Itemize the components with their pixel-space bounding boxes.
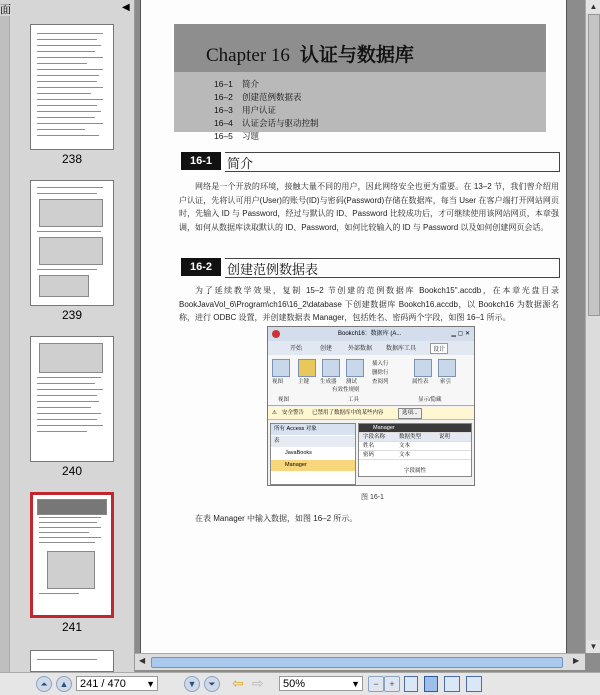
single-page-view-icon[interactable]: [404, 676, 418, 692]
bottom-toolbar: [0, 672, 600, 695]
chevron-down-icon[interactable]: ▼: [351, 679, 360, 689]
toc-num: 16–3: [214, 105, 233, 115]
zoom-value: 50%: [283, 678, 306, 690]
ribbon-group-label: 显示/隐藏: [418, 397, 442, 403]
thumbnail-image-active[interactable]: [30, 492, 114, 618]
access-tab: 外部数据: [348, 346, 373, 352]
ribbon-label: 视图: [272, 379, 284, 385]
thumbnail-label: 239: [61, 308, 83, 322]
view-icon: [272, 359, 290, 377]
property-sheet-icon: [414, 359, 432, 377]
chapter-banner: [174, 24, 546, 141]
previous-page-icon[interactable]: ▲: [56, 676, 72, 692]
toc-row: [214, 130, 319, 143]
warning-shield-icon: ⚠: [272, 410, 277, 416]
ribbon-label: 主键: [298, 379, 310, 385]
last-page-icon[interactable]: ⏷: [204, 676, 220, 692]
zoom-in-icon[interactable]: +: [384, 676, 400, 692]
thumbnail-image[interactable]: [30, 650, 114, 672]
grid-field-name: 密码: [363, 452, 375, 458]
toc-num: 16–5: [214, 131, 233, 141]
ribbon-group-label: 工具: [348, 397, 360, 403]
section-heading-frame: [225, 152, 560, 172]
thumbnail-image[interactable]: [30, 180, 114, 306]
window-controls-icon: ▁ ▢ ✕: [451, 331, 470, 337]
thumbnail-label: 240: [61, 464, 83, 478]
thumbnail-image[interactable]: [30, 336, 114, 462]
thumbnail-page-239[interactable]: [30, 180, 114, 322]
page-number-value: 241 / 470: [80, 678, 126, 690]
section-title: 简介: [227, 156, 254, 171]
table-tab-label: Manager: [373, 425, 395, 431]
document-view[interactable]: [135, 0, 585, 653]
security-warning-bar: [268, 407, 474, 420]
grid-field-type: 文本: [399, 452, 411, 458]
continuous-view-icon[interactable]: [424, 676, 438, 692]
nav-item-selected: Manager: [271, 460, 355, 471]
warning-label: 安全警告: [282, 410, 305, 416]
toc-text: 习题: [242, 131, 260, 141]
access-tab: 开始: [290, 346, 303, 352]
page-number-field[interactable]: [76, 676, 158, 691]
ribbon-label: 删除行: [372, 370, 389, 376]
grid-header: 说明: [439, 434, 451, 440]
thumbnail-label: 238: [61, 152, 83, 166]
toc-row: [214, 78, 319, 91]
ribbon-label: 插入行: [372, 361, 389, 367]
scroll-down-icon[interactable]: ▼: [586, 640, 600, 653]
access-title-bar: [268, 327, 474, 341]
next-page-icon[interactable]: ▼: [184, 676, 200, 692]
two-page-continuous-view-icon[interactable]: [466, 676, 482, 692]
warning-options-button: 选项...: [398, 408, 422, 419]
section-heading-16-1: [181, 152, 561, 172]
nav-item: JavaBooks: [285, 450, 312, 456]
chapter-toc: [214, 78, 319, 143]
ribbon-label: 生成器: [320, 379, 337, 385]
toc-row: [214, 91, 319, 104]
access-ribbon-tabs: [268, 341, 474, 355]
section-paragraph: 网络是一个开放的环境，接触大量不同的用户，因此网络安全也更为重要。在 13–2 节，我们曾介绍用户认证，先将认可用户(User)的账号(ID)与密码(Password)存储在数据库，每当 User 在客户端打开网站网页时，先输入 ID 与 Password，经过与默认的 ID、Password 比较成功后，才可继续使用该网站网页，本章强调，如何从数据库读取默认的 ID、Password，如何比较输入的 ID 与 Password 以及如何创建网页会话。: [179, 182, 559, 232]
chapter-title-en: Chapter 16: [206, 45, 290, 66]
ribbon-label: 测试: [346, 379, 358, 385]
ribbon-label: 索引: [440, 379, 452, 385]
thumbnail-page-242[interactable]: [30, 650, 114, 672]
access-tab: 创建: [320, 346, 333, 352]
toc-row: [214, 117, 319, 130]
first-page-icon[interactable]: ⏶: [36, 676, 52, 692]
figure-caption: 图 16-1: [361, 494, 384, 501]
thumbnail-page-240[interactable]: [30, 336, 114, 478]
book-page: [140, 0, 567, 653]
scroll-left-icon[interactable]: ◀: [139, 656, 146, 665]
access-app-icon: [272, 330, 280, 338]
access-screenshot-figure: [267, 326, 475, 486]
access-tab: 数据库工具: [386, 346, 417, 352]
thumbnail-label: 241: [61, 620, 83, 634]
ribbon-group-label: 视图: [278, 397, 290, 403]
grid-field-name: 姓名: [363, 443, 375, 449]
horizontal-scroll-thumb[interactable]: [151, 657, 563, 668]
nav-group: 表: [271, 436, 355, 447]
table-tab: [359, 424, 471, 433]
toc-num: 16–4: [214, 118, 233, 128]
toc-row: [214, 104, 319, 117]
section-title: 创建范例数据表: [227, 262, 319, 277]
scroll-right-icon[interactable]: ▶: [573, 656, 580, 665]
nav-pane-header: 所有 Access 对象: [271, 424, 355, 435]
grid-header: 数据类型: [399, 434, 422, 440]
sidebar-title: 面: [0, 4, 11, 16]
ribbon-label: 属性表: [412, 379, 429, 385]
toc-text: 认证会话与驱动控制: [242, 118, 319, 128]
key-icon: [298, 359, 316, 377]
thumbnail-page-238[interactable]: [30, 24, 114, 166]
access-tab-selected: 设计: [430, 343, 448, 354]
horizontal-scrollbar[interactable]: [135, 653, 585, 670]
grid-footer: 字段属性: [403, 468, 426, 474]
chapter-title: [206, 40, 414, 67]
zoom-field[interactable]: [279, 676, 363, 691]
sidebar-left-strip: [0, 16, 10, 672]
vertical-scrollbar[interactable]: [585, 0, 600, 653]
scroll-up-icon[interactable]: ▲: [586, 0, 600, 13]
grid-header: 字段名称: [363, 434, 386, 440]
sidebar-header: [0, 0, 134, 16]
index-icon: [438, 359, 456, 377]
toc-num: 16–2: [214, 92, 233, 102]
thumbnail-image[interactable]: [30, 24, 114, 150]
grid-header-row: [359, 433, 471, 442]
toc-text: 用户认证: [242, 105, 277, 115]
navigation-pane: [270, 423, 356, 485]
zoom-out-icon[interactable]: −: [368, 676, 384, 692]
two-page-view-icon[interactable]: [444, 676, 460, 692]
grid-row: [359, 442, 471, 451]
section-badge: 16-1: [181, 152, 221, 170]
chapter-title-cn: 认证与数据库: [299, 44, 414, 66]
back-arrow-icon[interactable]: ⇦: [232, 675, 244, 691]
table-design-grid: [358, 423, 472, 477]
section-heading-16-2: [181, 258, 561, 278]
builder-icon: [322, 359, 340, 377]
access-window-title: Bookch16：数据库 (A...: [338, 331, 402, 337]
collapse-left-icon[interactable]: ◀: [122, 2, 130, 13]
section-badge: 16-2: [181, 258, 221, 276]
section-paragraph: 为了延续教学效果，复制 15–2 节创建的范例数据库 Bookch15".accdb，在本章光盘目录 BookJavaVol_6\Program\ch16\16_2\database 下创建数据库 Bookch16.accdb，以 Bookch16 为数据源名称，进行 ODBC 设置，并创建数据表 Manager，包括姓名、密码两个字段，如图 16–1 所示。: [179, 286, 559, 322]
thumbnail-page-241[interactable]: [30, 492, 114, 634]
toc-num: 16–1: [214, 79, 233, 89]
chevron-down-icon[interactable]: ▼: [146, 679, 155, 689]
grid-field-type: 文本: [399, 443, 411, 449]
ribbon-label: 有效性规则: [332, 387, 360, 393]
access-ribbon: [268, 355, 474, 406]
after-figure-paragraph: 在表 Manager 中输入数据，如图 16–2 所示。: [195, 514, 358, 523]
forward-arrow-icon[interactable]: ⇨: [252, 675, 264, 691]
toc-text: 创建范例数据表: [242, 92, 302, 102]
toc-text: 简介: [242, 79, 260, 89]
vertical-scroll-thumb[interactable]: [588, 14, 600, 316]
thumbnail-sidebar: [0, 0, 135, 672]
warning-text: 已禁用了数据库中的某些内容: [312, 410, 384, 416]
grid-row: [359, 451, 471, 460]
test-icon: [346, 359, 364, 377]
ribbon-label: 查阅列: [372, 379, 389, 385]
